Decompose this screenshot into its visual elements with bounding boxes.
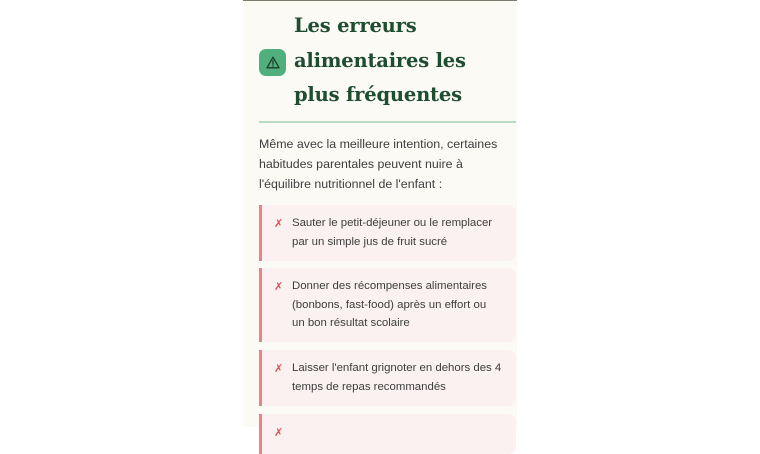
mistake-text: Sauter le petit-déjeuner ou le remplacer par un simple jus de fruit sucré — [292, 217, 493, 248]
article-card — [243, 0, 517, 439]
mistake-item — [259, 205, 516, 261]
mistake-text: Laisser l'enfant grignoter en dehors des 4 temps de repas recommandés — [292, 362, 502, 393]
mistake-item — [259, 350, 516, 406]
warning-triangle-icon — [259, 49, 286, 76]
intro-paragraph: Même avec la meilleure intention, certaines habitudes parentales peuvent nuire à l'équilibre nutritionnel de l'enfant : — [259, 137, 498, 191]
cross-mark-icon: ✗ — [274, 362, 284, 375]
mistake-text: Donner des récompenses alimentaires (bonbons, fast-food) après un effort ou un bon résultat scolaire — [292, 280, 488, 329]
mistake-item — [259, 268, 516, 342]
section-header — [259, 9, 516, 122]
cross-mark-icon: ✗ — [274, 217, 284, 230]
cross-mark-icon: ✗ — [274, 426, 284, 439]
cross-mark-icon: ✗ — [274, 280, 284, 293]
section-title: Les erreurs alimentaires les plus fréquentes — [294, 14, 466, 106]
mistake-item — [259, 414, 516, 454]
title-divider — [259, 121, 516, 123]
